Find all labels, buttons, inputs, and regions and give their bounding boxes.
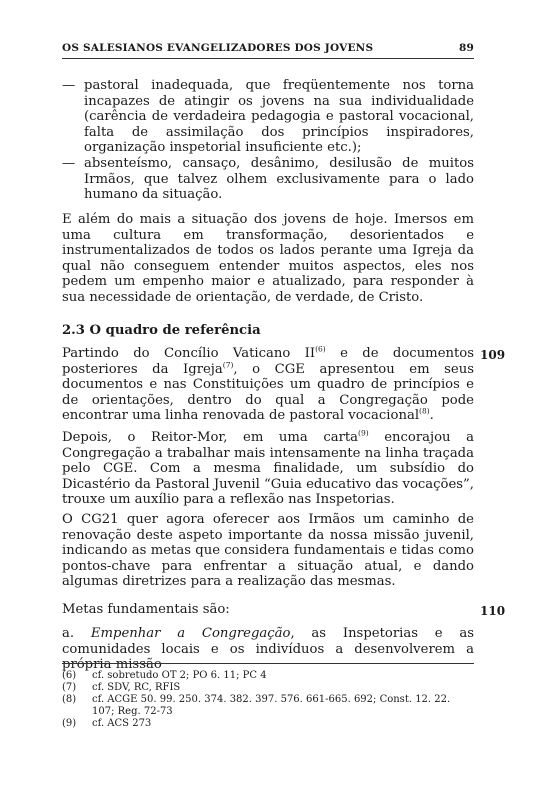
paragraph-text: e de documentos posteriores da Igreja xyxy=(62,346,474,377)
footnote-number: (7) xyxy=(62,682,77,693)
footnote-text: cf. sobretudo OT 2; PO 6. 11; PC 4 xyxy=(92,670,267,681)
footnote xyxy=(62,682,474,694)
footnote-number: (9) xyxy=(62,718,77,729)
paragraph-text: Depois, o Reitor-Mor, em uma carta xyxy=(62,430,359,445)
paragraph-vatican xyxy=(62,346,474,424)
paragraph-text: Partindo do Concílio Vaticano II xyxy=(62,346,316,361)
item-letter: a. xyxy=(62,626,75,641)
footnote-ref: (6) xyxy=(315,344,326,354)
footnote-number: (6) xyxy=(62,670,77,681)
paragraph-text: encorajou a Congregação a trabalhar mais intensamente na linha traçada pelo CGE. Com a mesma finalidade, um subsídio do Dicastério da Pastoral Juvenil “Guia educativo das vocações”, trouxe um auxílio para a reflexão nas Inspetorias. xyxy=(62,430,474,508)
page-number: 89 xyxy=(458,42,474,54)
footnote-text: cf. SDV, RC, RFIS xyxy=(92,682,181,693)
bullet-dash: — xyxy=(62,155,76,171)
item-text: , as Inspetorias e as comunidades locais e os indivíduos a desenvolverem a própria missão xyxy=(62,626,474,673)
margin-number: 110 xyxy=(480,604,506,618)
footnote-ref: (8) xyxy=(419,406,430,416)
section-heading: 2.3 O quadro de referência xyxy=(62,323,261,338)
paragraph-situation: E além do mais a situação dos jovens de hoje. Imersos em uma cultura em transformação, desorientados e instrumentalizados de todos os lados perante uma Igreja da qual não conseguem entender muitos aspectos, eles nos pedem um empenho maior e atualizado, para responder à sua necessidade de orientação, de verdade, de Cristo. xyxy=(62,212,474,305)
paragraph-text: . xyxy=(429,408,434,424)
bullet-list xyxy=(62,78,474,203)
bullet-text: absenteísmo, cansaço, desânimo, desilusão de muitos Irmãos, que talvez olhem exclusivamente para o lado humano da situação. xyxy=(84,155,474,203)
footnote-text: cf. ACS 273 xyxy=(92,718,152,729)
paragraph-cg21: O CG21 quer agora oferecer aos Irmãos um caminho de renovação deste aspeto importante da nossa missão juvenil, indicando as metas que considera fundamentais e tidas como pontos-chave para enfrentar a situação atual, e dando algumas diretrizes para a realização das mesmas. xyxy=(62,512,474,590)
running-title: OS SALESIANOS EVANGELIZADORES DOS JOVENS xyxy=(62,42,374,54)
footnote xyxy=(62,670,474,682)
running-header xyxy=(62,42,474,59)
paragraph-rector xyxy=(62,430,474,508)
item-emphasis: Empenhar a Congregação xyxy=(90,626,291,641)
item-a xyxy=(62,626,474,673)
bullet-text: pastoral inadequada, que freqüentemente nos torna incapazes de atingir os jovens na sua individualidade (carência de verdadeira pedagogia e pastoral vocacional, falta de assimilação dos princípios inspiradores, organização inspetorial insuficiente etc.); xyxy=(84,78,474,156)
paragraph-text: , o CGE apresentou em seus documentos e nas Constituições um quadro de princípios e de orientações, dentro do qual a Congregação pode encontrar uma linha renovada de pastoral vocacional xyxy=(62,361,474,424)
margin-number: 109 xyxy=(480,348,506,362)
footnote-text: cf. ACGE 50. 99. 250. 374. 382. 397. 576. 661-665. 692; Const. 12. 22. 107; Reg. 72-73 xyxy=(92,694,451,717)
footnotes xyxy=(62,670,474,730)
footnote-number: (8) xyxy=(62,694,77,705)
metas-intro: Metas fundamentais são: xyxy=(62,602,230,617)
footnote-ref: (7) xyxy=(222,360,234,370)
footnote-ref: (9) xyxy=(358,428,369,438)
bullet-item xyxy=(62,78,474,156)
bullet-dash: — xyxy=(62,78,76,93)
footnote xyxy=(62,718,474,730)
bullet-item xyxy=(62,156,474,203)
footnote-divider xyxy=(62,663,474,664)
footnote xyxy=(62,694,474,718)
